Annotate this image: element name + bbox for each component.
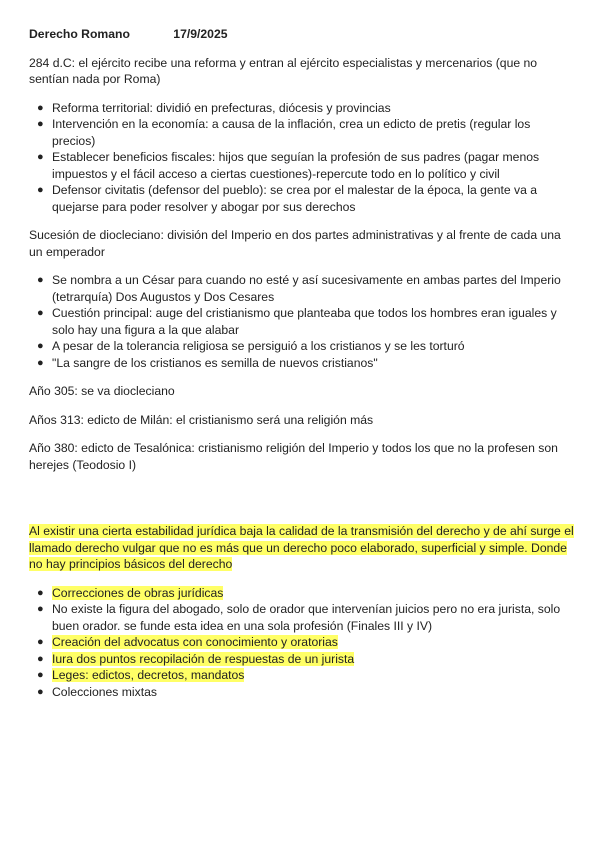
bullet-icon: ● — [37, 356, 44, 369]
list-item: ● Defensor civitatis (defensor del pueblo): se crea por el malestar de la época, la gente va a quejarse para poder resolver y abogar por sus derechos — [37, 183, 538, 214]
document-date: 17/9/2025 — [173, 27, 228, 41]
bullet-icon: ● — [37, 603, 44, 615]
document-page — [29, 26, 574, 712]
bullet-icon: ● — [37, 586, 44, 599]
list-item: ● A pesar de la tolerancia religiosa se persiguió a los cristianos y se les torturó — [37, 339, 465, 353]
document-title: Derecho Romano — [29, 27, 130, 41]
paragraph-derecho-vulgar — [29, 523, 574, 573]
blank-space — [29, 485, 574, 523]
bullet-icon: ● — [37, 669, 44, 681]
bullet-icon: ● — [37, 636, 44, 648]
list-item — [37, 651, 574, 668]
list-item: ● Cuestión principal: auge del cristianismo que planteaba que todos los hombres eran iguales y solo hay una figura a la que alabar — [37, 306, 557, 337]
bullet-list-derecho-vulgar — [29, 585, 574, 701]
paragraph-305: Año 305: se va diocleciano — [29, 384, 175, 398]
paragraph-sucesion: Sucesión de diocleciano: división del Imperio en dos partes administrativas y al frente de cada una un emperador — [29, 228, 561, 259]
list-item: ● Intervención en la economía: a causa de la inflación, crea un edicto de pretis (regular los precios) — [37, 117, 531, 148]
paragraph-284: 284 d.C: el ejército recibe una reforma y entran al ejército especialistas y mercenarios (que no sentían nada por Roma) — [29, 55, 538, 86]
bullet-icon: ● — [37, 184, 44, 196]
paragraph-380: Año 380: edicto de Tesalónica: cristianismo religión del Imperio y todos los que no la profesen son herejes (Teodosio I) — [29, 441, 558, 472]
highlighted-text: Leges: edictos, decretos, mandatos — [52, 668, 245, 682]
bullet-icon: ● — [37, 151, 44, 163]
highlighted-text: Iura dos puntos recopilación de respuestas de un jurista — [52, 651, 355, 666]
list-item — [37, 667, 574, 684]
list-item: ● Establecer beneficios fiscales: hijos que seguían la profesión de sus padres (pagar menos impuestos y el fácil acceso a ciertas cuestiones)-repercute todo en lo político y civil — [37, 150, 540, 181]
list-item — [37, 634, 574, 651]
list-item: ● Se nombra a un César para cuando no esté y así sucesivamente en ambas partes del Imperio (tetrarquía) Dos Augustos y Dos Cesares — [37, 273, 561, 304]
list-item — [37, 585, 574, 602]
highlighted-text: Al existir una cierta estabilidad jurídica baja la calidad de la transmisión del derecho y de ahí surge el llamado derecho vulgar que no es más que un derecho poco elaborado, superficial y simple. Donde no hay principios básicos del derecho — [29, 524, 574, 571]
bullet-icon: ● — [37, 685, 44, 698]
list-item: ● "La sangre de los cristianos es semilla de nuevos cristianos" — [37, 355, 378, 370]
bullet-list-reforms — [29, 100, 574, 216]
bullet-icon: ● — [37, 101, 44, 114]
highlighted-text: Creación del advocatus con conocimiento y oratorias — [52, 635, 338, 649]
bullet-icon: ● — [37, 118, 44, 130]
bullet-icon: ● — [37, 340, 44, 352]
list-item: ● No existe la figura del abogado, solo de orador que intervenían juicios pero no era jurista, solo buen orador. se funde esta idea en una sola profesión (Finales III y IV) — [37, 602, 561, 633]
bullet-icon: ● — [37, 274, 44, 286]
bullet-list-tetrarquia — [29, 272, 574, 371]
bullet-icon: ● — [37, 652, 44, 665]
paragraph-313: Años 313: edicto de Milán: el cristianismo será una religión más — [29, 412, 374, 427]
list-item: ● Reforma territorial: dividió en prefecturas, diócesis y provincias — [37, 100, 391, 115]
highlighted-text: Correcciones de obras jurídicas — [52, 585, 224, 600]
list-item: ● Colecciones mixtas — [37, 684, 157, 699]
bullet-icon: ● — [37, 307, 44, 319]
document-header — [29, 26, 574, 43]
